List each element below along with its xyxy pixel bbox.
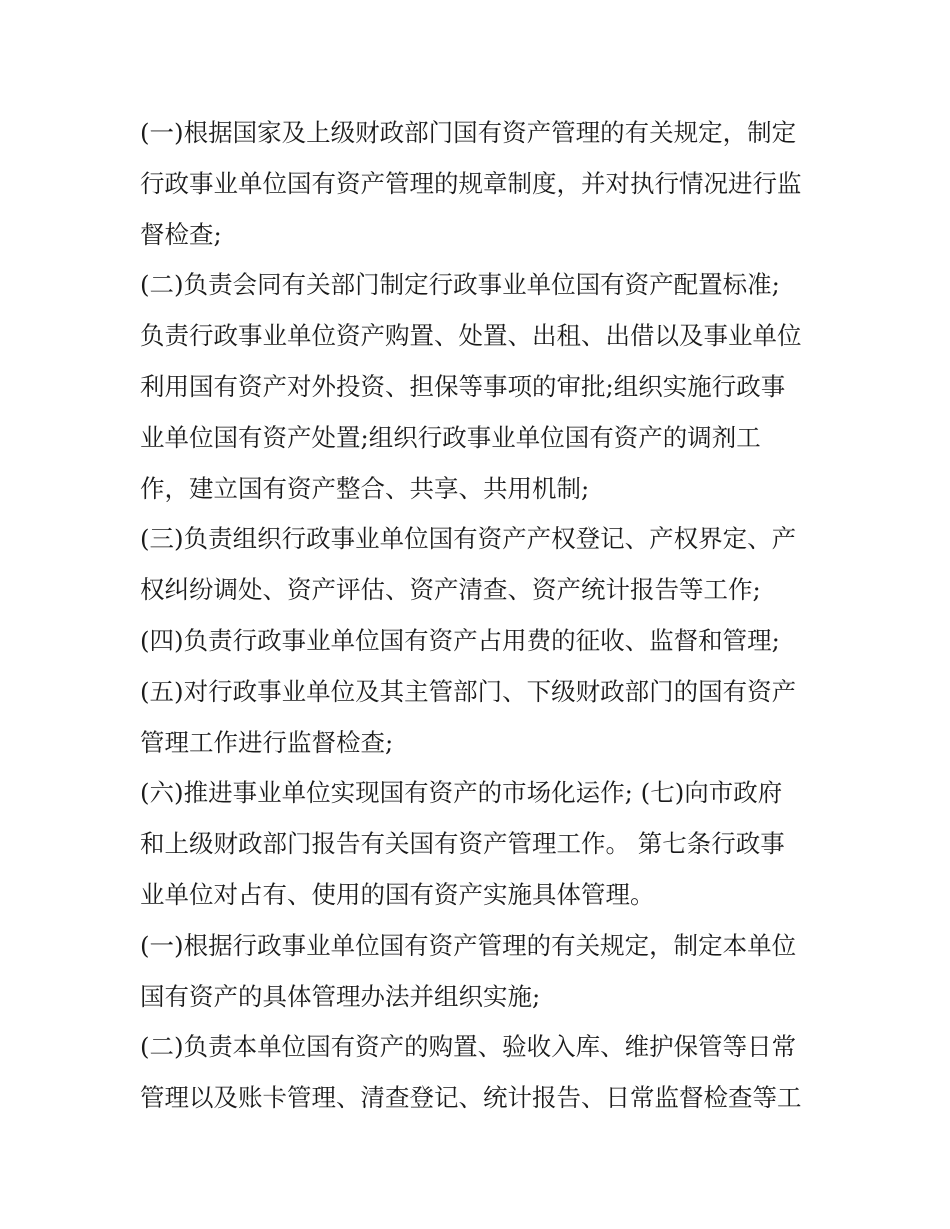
text-line: 督检查; bbox=[140, 219, 222, 249]
text-line: 利用国有资产对外投资、担保等事项的审批;组织实施行政事 bbox=[140, 371, 786, 401]
text-line: 权纠纷调处、资产评估、资产清查、资产统计报告等工作; bbox=[140, 575, 761, 605]
text-line: 业单位对占有、使用的国有资产实施具体管理。 bbox=[140, 879, 655, 909]
text-line: (一)根据国家及上级财政部门国有资产管理的有关规定，制定 bbox=[140, 118, 797, 147]
text-line: (二)负责本单位国有资产的购置、验收入库、维护保管等日常 bbox=[140, 1032, 797, 1062]
text-line: (二)负责会同有关部门制定行政事业单位国有资产配置标准; bbox=[140, 270, 780, 300]
text-line: 国有资产的具体管理办法并组织实施; bbox=[140, 981, 541, 1011]
text-line: (一)根据行政事业单位国有资产管理的有关规定，制定本单位 bbox=[140, 930, 797, 960]
document-body bbox=[140, 108, 820, 1124]
text-line: (三)负责组织行政事业单位国有资产产权登记、产权界定、产 bbox=[140, 524, 797, 554]
text-line: (四)负责行政事业单位国有资产占用费的征收、监督和管理; bbox=[140, 625, 780, 655]
text-line: 和上级财政部门报告有关国有资产管理工作。 第七条行政事 bbox=[140, 829, 785, 859]
text-line: 管理工作进行监督检查; bbox=[140, 727, 394, 757]
text-line: 作，建立国有资产整合、共享、共用机制; bbox=[140, 473, 590, 503]
text-line: 业单位国有资产处置;组织行政事业单位国有资产的调剂工 bbox=[140, 422, 761, 452]
text-line: 行政事业单位国有资产管理的规章制度，并对执行情况进行监 bbox=[140, 168, 802, 198]
text-line: 管理以及账卡管理、清查登记、统计报告、日常监督检查等工 bbox=[140, 1083, 802, 1113]
text-line: (六)推进事业单位实现国有资产的市场化运作; (七)向市政府 bbox=[140, 778, 783, 808]
text-line: 负责行政事业单位资产购置、处置、出租、出借以及事业单位 bbox=[140, 321, 802, 351]
text-line: (五)对行政事业单位及其主管部门、下级财政部门的国有资产 bbox=[140, 676, 797, 706]
